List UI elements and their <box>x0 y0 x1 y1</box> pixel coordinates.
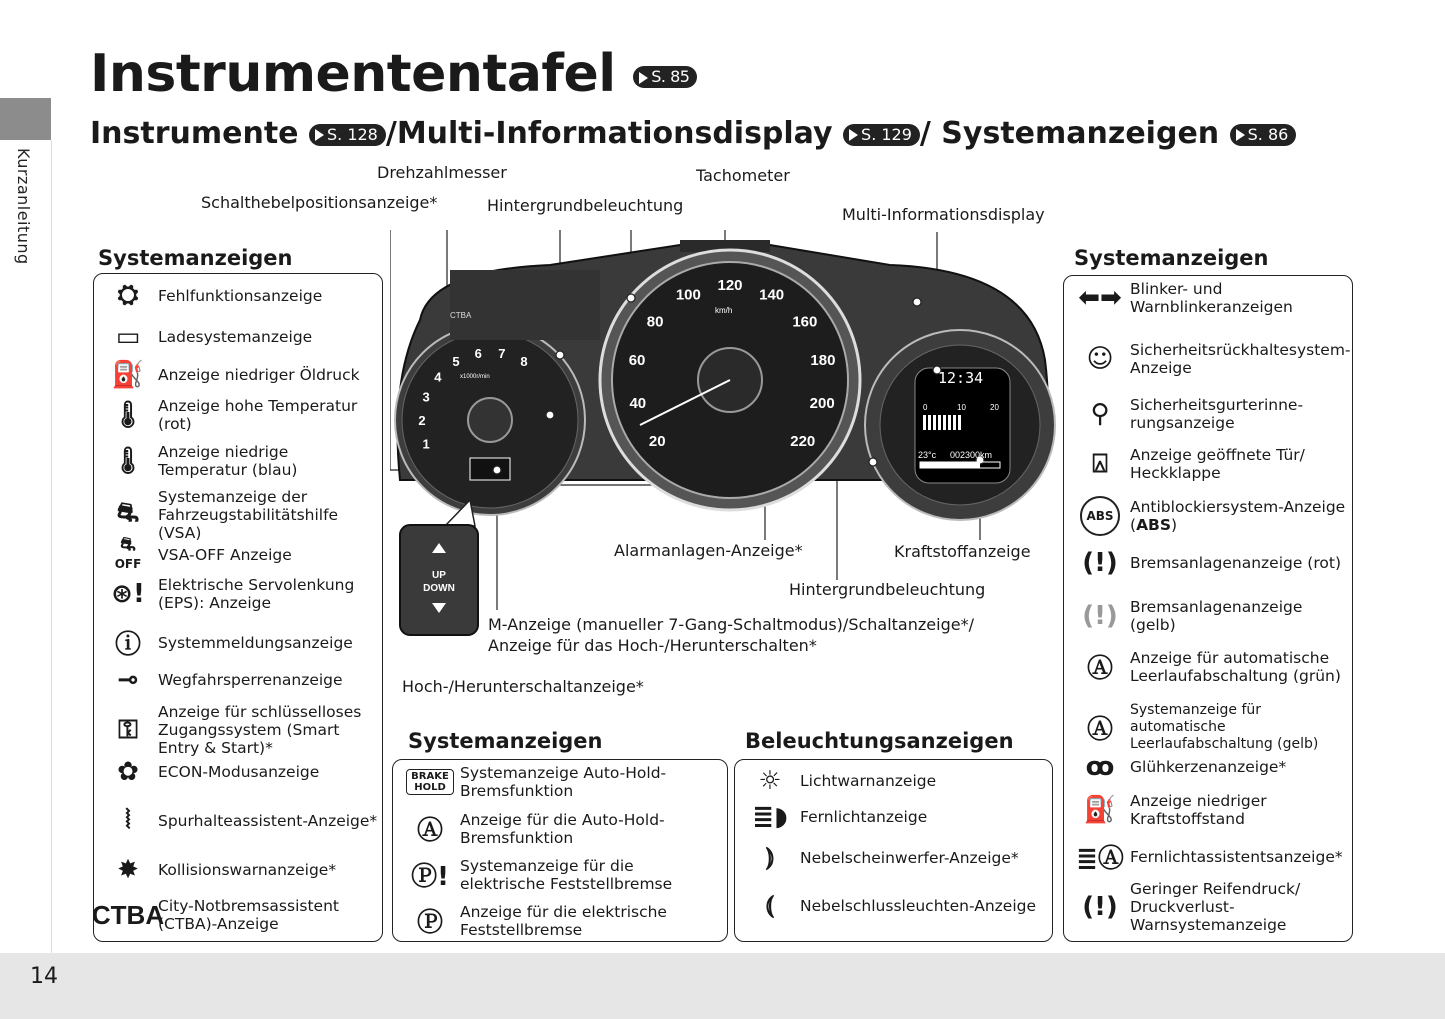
indicator-row <box>98 280 378 311</box>
collision-icon: ✸ <box>117 855 139 885</box>
indicator-row <box>1070 496 1352 536</box>
indicator-label: Geringer Reifendruck/ Druckverlust-Warnsystemanzeige <box>1130 880 1301 934</box>
mid-clock: 12:34 <box>938 369 984 387</box>
rpm-tick-label: 6 <box>474 346 482 362</box>
indicator-label: Nebelscheinwerfer-Anzeige* <box>800 848 1019 867</box>
brake-yellow-icon: (!) <box>1082 601 1118 631</box>
chapter-tab-marker <box>0 98 51 140</box>
parking-brake-system-icon: Ⓟ! <box>411 862 449 892</box>
tire-pressure-icon: (!) <box>1082 892 1118 922</box>
indicator-label: Fehlfunktionsanzeige <box>158 286 323 305</box>
rpm-unit: x1000r/min <box>460 374 490 380</box>
info-icon: ⓘ <box>114 630 141 660</box>
indicator-label: City-Notbremsassistent (CTBA)-Anzeige <box>158 897 339 933</box>
indicator-row <box>98 322 378 352</box>
speed-tick-label: 80 <box>646 313 664 331</box>
ref-link-systemanzeigen[interactable]: S. 86 <box>1230 124 1297 146</box>
indicator-row <box>98 443 378 479</box>
indicator-label: Bremsanlagenanzeige (rot) <box>1130 554 1341 572</box>
indicator-row <box>1070 792 1352 828</box>
indicator-label: Anzeige geöffnete Tür/ Heckklappe <box>1130 446 1305 482</box>
rpm-tick-label: 1 <box>422 436 430 452</box>
updown-up-label: UP <box>432 570 446 581</box>
indicator-row <box>98 397 378 433</box>
speed-tick-label: 200 <box>809 394 835 412</box>
front-fog-icon: ⦆ <box>765 842 775 872</box>
indicator-label: Ladesystemanzeige <box>158 328 313 346</box>
indicator-label: Bremsanlagenanzeige (gelb) <box>1130 598 1303 634</box>
ctba-icon: CTBA <box>91 899 165 930</box>
indicator-label: Lichtwarnanzeige <box>800 772 937 790</box>
callout-hintergrund-bottom: Hintergrundbeleuchtung <box>789 580 986 599</box>
left-section-title: Systemanzeigen <box>98 246 293 270</box>
temp-low-icon: 🌡 <box>111 446 145 476</box>
subtitle-systemanzeigen: / Systemanzeigen <box>919 116 1220 151</box>
page-title-text: Instrumententafel <box>90 44 616 104</box>
indicator-row <box>1070 598 1352 634</box>
indicator-label: Systemanzeige Auto-Hold-Bremsfunktion <box>460 764 667 800</box>
arrow-right-icon <box>315 129 324 141</box>
speed-tick-label: 220 <box>790 433 816 451</box>
page-number: 14 <box>30 964 58 989</box>
oil-can-icon: ⛽ <box>111 360 145 390</box>
ctba-small-label: CTBA <box>450 311 472 320</box>
seatbelt-icon: ⚲ <box>1090 399 1110 429</box>
rear-fog-icon: ⦅ <box>765 890 775 920</box>
smart-entry-icon: ⚿ <box>118 714 138 745</box>
subtitle-mid: /Multi-Informationsdisplay <box>385 116 833 151</box>
callout-alarm: Alarmanlagen-Anzeige* <box>614 541 803 560</box>
speed-tick-label: 20 <box>648 433 666 451</box>
callout-tachometer: Tachometer <box>696 166 790 185</box>
subtitle-instrumente: Instrumente <box>90 116 299 151</box>
indicator-row <box>98 488 378 542</box>
econ-icon: ✿ <box>117 757 139 787</box>
indicator-label: Anzeige für die elektrische Feststellbremse <box>460 902 667 939</box>
indicator-row <box>740 842 1045 873</box>
indicator-label: Kollisionswarnanzeige* <box>158 861 337 879</box>
indicator-label: Antiblockiersystem-Anzeige (ABS) <box>1130 498 1346 534</box>
indicator-label: Anzeige für die Auto-Hold-Bremsfunktion <box>460 810 665 847</box>
indicator-label: Elektrische Servolenkung (EPS): Anzeige <box>158 576 355 612</box>
high-beam-icon: ≣◗ <box>752 802 788 832</box>
speed-tick-label: 120 <box>717 277 743 294</box>
low-fuel-icon: ⛽ <box>1083 795 1117 825</box>
speed-tick-label: 60 <box>628 352 646 370</box>
arrow-right-icon <box>849 129 858 141</box>
indicator-label: Spurhalteassistent-Anzeige* <box>158 811 378 830</box>
indicator-row <box>1070 446 1352 482</box>
indicator-row <box>400 902 722 939</box>
indicator-row <box>98 536 378 573</box>
middle-section-title: Systemanzeigen <box>408 729 603 753</box>
auto-idle-green-icon: Ⓐ <box>1086 654 1113 684</box>
lighting-section-title: Beleuchtungsanzeigen <box>745 729 1014 753</box>
indicator-row <box>98 624 378 661</box>
instrument-cluster-illustration <box>390 230 1070 650</box>
indicator-row <box>1070 880 1352 934</box>
rpm-tick-label: 2 <box>418 413 426 428</box>
indicator-label: Blinker- und Warnblinkeranzeigen <box>1130 280 1293 316</box>
footer-bar <box>0 953 1445 1019</box>
indicator-row <box>400 856 722 893</box>
indicator-row <box>1070 648 1352 685</box>
indicator-label: Sicherheitsgurterinne-rungsanzeige <box>1130 396 1304 432</box>
callout-hintergrund-top: Hintergrundbeleuchtung <box>487 196 684 215</box>
indicator-row <box>740 766 1045 796</box>
indicator-row <box>400 810 722 847</box>
vsa-off-icon: ⛐ OFF <box>114 534 142 571</box>
indicator-row <box>98 703 378 757</box>
callout-m-anzeige-2: Anzeige für das Hoch-/Herunterschalten* <box>488 636 817 655</box>
rpm-tick-label: 5 <box>452 354 460 370</box>
indicator-row <box>400 764 722 800</box>
ref-link-instrumente[interactable]: S. 128 <box>309 124 386 146</box>
callout-mid: Multi-Informationsdisplay <box>842 205 1045 224</box>
engine-icon: ⛭ <box>117 280 139 310</box>
mid-scale-0: 0 <box>923 403 928 412</box>
door-open-icon: ⍓ <box>1092 448 1108 479</box>
indicator-row <box>1070 341 1352 377</box>
callout-m-anzeige-1: M-Anzeige (manueller 7-Gang-Schaltmodus)/Schaltanzeige*/ <box>488 615 974 634</box>
speed-tick-label: 160 <box>792 313 818 331</box>
arrow-right-icon <box>1236 129 1245 141</box>
indicator-row <box>1070 396 1352 432</box>
vsa-icon: ⛐ <box>116 498 140 528</box>
indicator-label: Systemmeldungsanzeige <box>158 633 353 652</box>
cluster-svg <box>390 230 1070 650</box>
right-section-title: Systemanzeigen <box>1074 246 1269 270</box>
mid-scale-10: 10 <box>957 403 966 412</box>
rpm-tick-label: 8 <box>520 354 528 370</box>
rpm-tick-label: 3 <box>422 389 430 405</box>
key-icon: ⊸ <box>117 665 139 695</box>
speed-tick-label: 140 <box>759 286 785 304</box>
indicator-label: Anzeige hohe Temperatur (rot) <box>158 397 358 433</box>
indicator-label: Fernlichtassistentsanzeige* <box>1130 847 1343 866</box>
srs-icon: ☺ <box>1086 344 1114 374</box>
indicator-row <box>98 757 378 787</box>
chapter-label: Kurzanleitung <box>14 148 33 265</box>
indicator-label: VSA-OFF Anzeige <box>158 545 292 564</box>
rpm-tick-label: 7 <box>498 346 506 362</box>
auto-hold-icon: Ⓐ <box>416 816 443 846</box>
arrow-right-icon <box>639 72 648 84</box>
indicator-label: Anzeige für schlüsselloses Zugangssystem (Smart Entry & Start)* <box>158 703 362 757</box>
indicator-label: Anzeige niedriger Öldruck <box>158 366 360 384</box>
temp-high-icon: 🌡 <box>111 400 145 430</box>
battery-icon: ▭ <box>115 322 141 352</box>
indicator-label: Systemanzeige der Fahrzeugstabilitätshilfe (VSA) <box>158 488 339 542</box>
indicator-label: Fernlichtanzeige <box>800 808 928 826</box>
abs-icon: ABS <box>1070 496 1130 536</box>
eps-icon: ⊛! <box>111 579 145 609</box>
indicator-label: Systemanzeige für automatische Leerlaufabschaltung (gelb) <box>1130 702 1319 752</box>
indicator-label: Glühkerzenanzeige* <box>1130 758 1287 776</box>
callout-hoch: Hoch-/Herunterschaltanzeige* <box>402 677 644 696</box>
indicator-row <box>98 665 378 695</box>
indicator-row <box>98 360 378 390</box>
indicator-row <box>98 855 378 885</box>
turn-signal-icon: ⬅➡ <box>1078 283 1122 313</box>
speed-tick-label: 40 <box>629 394 647 412</box>
indicator-row <box>91 897 378 933</box>
indicator-label: Anzeige für automatische Leerlaufabschaltung (grün) <box>1130 648 1341 685</box>
indicator-row <box>1070 280 1352 316</box>
lane-icon: ⦚ <box>125 805 131 835</box>
indicator-row <box>740 890 1045 921</box>
indicator-label: Wegfahrsperrenanzeige <box>158 671 343 689</box>
speed-tick-label: 100 <box>675 286 701 304</box>
indicator-row <box>98 576 378 612</box>
indicator-label: Anzeige niedrige Temperatur (blau) <box>158 443 298 479</box>
indicator-row <box>1070 838 1352 875</box>
speed-tick-label: 180 <box>810 352 836 370</box>
brake-red-icon: (!) <box>1082 548 1118 578</box>
indicator-label: Sicherheitsrückhaltesystem-Anzeige <box>1130 341 1351 377</box>
indicator-row <box>98 805 378 836</box>
mid-temp: 23°c <box>918 450 937 460</box>
parking-brake-icon: Ⓟ <box>416 908 443 938</box>
auto-high-beam-icon: ≣Ⓐ <box>1076 844 1124 874</box>
indicator-label: ECON-Modusanzeige <box>158 763 320 781</box>
page-ref-link[interactable]: S. 85 <box>633 66 697 88</box>
mid-odo: 002300km <box>950 450 993 460</box>
callout-schalthebel: Schalthebelpositionsanzeige* <box>201 193 438 212</box>
speed-unit: km/h <box>715 306 733 315</box>
indicator-row <box>1070 548 1352 578</box>
page-subtitle <box>90 116 1296 151</box>
page-title <box>90 44 697 104</box>
indicator-row <box>1070 752 1352 782</box>
callout-kraftstoff: Kraftstoffanzeige <box>894 542 1031 561</box>
indicator-label: Nebelschlussleuchten-Anzeige <box>800 896 1036 915</box>
indicator-row <box>1070 702 1352 753</box>
indicator-label: Anzeige niedriger Kraftstoffstand <box>1130 792 1267 828</box>
mid-scale-20: 20 <box>990 403 999 412</box>
light-warning-icon: ☼ <box>758 766 782 796</box>
callout-drehzahlmesser: Drehzahlmesser <box>377 163 507 182</box>
indicator-row <box>740 802 1045 832</box>
brake-hold-icon: BRAKE HOLD <box>400 769 460 795</box>
indicator-label: Systemanzeige für die elektrische Feststellbremse <box>460 856 673 893</box>
updown-down-label: DOWN <box>423 583 455 594</box>
glow-plug-icon: ꝏ <box>1085 752 1115 782</box>
auto-idle-yellow-icon: Ⓐ <box>1086 715 1113 745</box>
ref-link-mid[interactable]: S. 129 <box>843 124 920 146</box>
rpm-tick-label: 4 <box>434 369 442 385</box>
